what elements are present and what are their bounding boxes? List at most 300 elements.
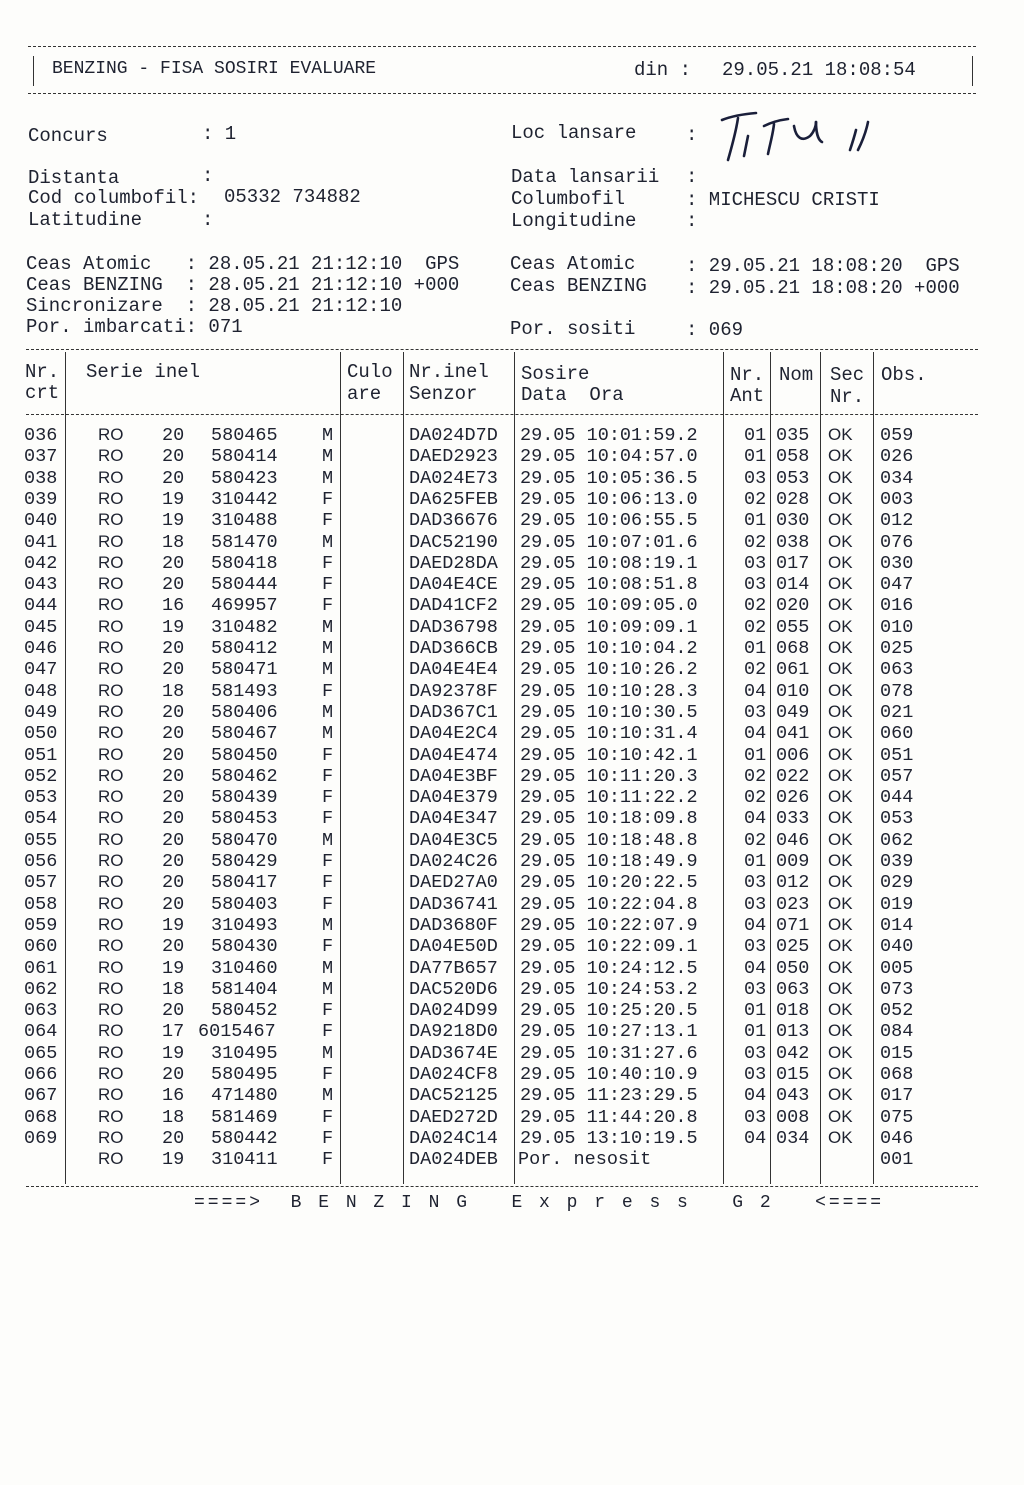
cell-country: RO xyxy=(98,467,124,487)
cell-nr-ant: 03 xyxy=(744,552,767,574)
cell-sex: F xyxy=(322,787,334,809)
cell-year: 18 xyxy=(162,978,185,1000)
cell-sosire: 29.05 10:24:12.5 xyxy=(520,957,698,979)
cell-obs: 039 xyxy=(880,851,914,872)
cell-nr-ant: 03 xyxy=(744,936,767,958)
cell-sex: M xyxy=(322,701,334,723)
cell-sec: OK xyxy=(828,893,853,913)
cell-sec: OK xyxy=(828,914,853,934)
cell-obs: 059 xyxy=(880,425,914,446)
cell-sex: F xyxy=(322,1000,334,1022)
cell-senzor: DA024DEB xyxy=(409,1149,498,1171)
table-row xyxy=(0,808,1000,829)
cell-ring-number: 310442 xyxy=(211,488,278,510)
loc-lansare-colon: : xyxy=(686,124,698,146)
table-row xyxy=(0,1064,1000,1085)
cell-sosire: 29.05 10:07:01.6 xyxy=(520,531,698,553)
th-nr-ant-2: Ant xyxy=(730,385,765,407)
cell-obs: 073 xyxy=(880,978,914,1000)
cell-sosire: 29.05 10:10:42.1 xyxy=(520,744,698,766)
th-nr-crt-2: crt xyxy=(25,382,60,404)
table-row xyxy=(0,1043,1000,1064)
cell-nr-ant: 04 xyxy=(744,914,767,936)
cell-sec: OK xyxy=(828,531,853,551)
cell-sec: OK xyxy=(828,446,853,466)
cell-country: RO xyxy=(98,638,124,657)
cell-sex: F xyxy=(322,808,334,830)
cell-nr-ant: 04 xyxy=(744,808,767,830)
cell-sosire: 29.05 10:10:28.3 xyxy=(520,680,698,702)
cell-obs: 012 xyxy=(880,510,914,532)
cell-sex: F xyxy=(322,744,334,766)
cell-ring-number: 580418 xyxy=(211,552,278,574)
cell-year: 19 xyxy=(162,488,185,510)
table-row xyxy=(0,936,1000,957)
cell-year: 20 xyxy=(162,1064,185,1085)
cell-senzor: DA04E347 xyxy=(409,808,498,830)
table-row xyxy=(0,1021,1000,1042)
cell-obs: 016 xyxy=(880,595,914,617)
cell-ring-number: 580465 xyxy=(211,425,278,446)
cell-ring-number: 310460 xyxy=(211,957,278,979)
cell-sec: OK xyxy=(828,829,853,849)
cell-sex: M xyxy=(322,425,334,446)
cell-nr-crt: 042 xyxy=(24,552,58,574)
table-row xyxy=(0,638,1000,659)
right-ceas-benzing-value: : 29.05.21 18:08:20 +000 xyxy=(686,277,960,299)
cell-nr-crt: 053 xyxy=(24,787,58,809)
cell-ring-number: 310411 xyxy=(211,1149,278,1171)
cell-nr-crt: 058 xyxy=(24,893,58,915)
cell-sex: F xyxy=(322,510,334,532)
cell-sex: F xyxy=(322,872,334,894)
cell-nom: 068 xyxy=(776,638,810,659)
cell-senzor: DAC52125 xyxy=(409,1085,498,1107)
cell-nr-crt: 054 xyxy=(24,808,58,830)
cell-sosire: 29.05 11:44:20.8 xyxy=(520,1106,698,1128)
th-nr-crt-1: Nr. xyxy=(25,361,60,383)
cell-nr-ant: 03 xyxy=(744,1042,767,1064)
cell-nr-ant: 01 xyxy=(744,638,767,659)
cell-senzor: DAC52190 xyxy=(409,531,498,553)
cell-country: RO xyxy=(98,574,124,594)
cell-ring-number: 580471 xyxy=(211,659,278,681)
cell-ring-number: 580423 xyxy=(211,467,278,489)
cell-nr-ant: 03 xyxy=(744,467,767,489)
cell-sosire: 29.05 10:11:20.3 xyxy=(520,765,698,787)
cell-senzor: DA024C14 xyxy=(409,1127,498,1149)
header-bottom-border xyxy=(28,93,976,94)
cell-obs: 075 xyxy=(880,1106,914,1128)
cell-sex: M xyxy=(322,914,334,936)
cell-sex: F xyxy=(322,1149,334,1171)
cell-ring-number: 580442 xyxy=(211,1127,278,1149)
longitudine-value: : xyxy=(686,210,698,232)
cell-sosire: 29.05 10:24:53.2 xyxy=(520,978,698,1000)
cell-year: 20 xyxy=(162,574,185,596)
cell-year: 20 xyxy=(162,467,185,489)
cell-year: 20 xyxy=(162,744,185,766)
distanta-label: Distanta xyxy=(28,167,120,189)
cell-year: 18 xyxy=(162,680,185,702)
cell-ring-number: 580470 xyxy=(211,829,278,851)
cell-year: 18 xyxy=(162,531,185,553)
cell-nr-ant: 02 xyxy=(744,765,767,787)
cell-sex: M xyxy=(322,659,334,681)
cell-senzor: DA04E50D xyxy=(409,936,498,958)
table-row xyxy=(0,787,1000,808)
th-nom: Nom xyxy=(779,364,814,386)
cell-nr-ant: 02 xyxy=(744,616,767,638)
cell-sec: OK xyxy=(828,552,853,572)
cell-country: RO xyxy=(98,1085,124,1105)
cell-nr-ant: 03 xyxy=(744,893,767,915)
cell-year: 19 xyxy=(162,1149,185,1171)
cell-country: RO xyxy=(98,488,124,508)
cell-ring-number: 471480 xyxy=(211,1085,278,1107)
latitudine-value: : xyxy=(202,209,214,231)
cell-nr-ant: 02 xyxy=(744,787,767,809)
table-row xyxy=(0,915,1000,936)
cell-nom: 023 xyxy=(776,893,810,915)
cell-senzor: DA04E3BF xyxy=(409,765,498,787)
cell-nr-crt: 063 xyxy=(24,1000,58,1022)
cell-country: RO xyxy=(98,1106,124,1126)
cell-sosire: 29.05 10:27:13.1 xyxy=(520,1021,698,1043)
cell-year: 19 xyxy=(162,957,185,979)
cell-nr-ant: 02 xyxy=(744,659,767,681)
th-nr-inel-2: Senzor xyxy=(409,383,478,405)
cell-obs: 003 xyxy=(880,488,914,510)
cell-nr-ant: 03 xyxy=(744,978,767,1000)
cell-sec: OK xyxy=(828,1021,853,1041)
cell-sec: OK xyxy=(828,488,853,508)
cell-sec: OK xyxy=(828,723,853,743)
cell-country: RO xyxy=(98,957,124,977)
cell-ring-number: 310493 xyxy=(211,914,278,936)
cell-nr-crt: 047 xyxy=(24,659,58,681)
cell-ring-number: 580444 xyxy=(211,574,278,596)
cell-year: 20 xyxy=(162,829,185,851)
cell-nr-ant: 04 xyxy=(744,957,767,979)
cell-nom: 018 xyxy=(776,1000,810,1022)
cell-sex: M xyxy=(322,829,334,851)
cell-sosire: 29.05 10:08:19.1 xyxy=(520,552,698,574)
cell-sosire: 29.05 10:18:48.8 xyxy=(520,829,698,851)
right-ceas-benzing-label: Ceas BENZING xyxy=(510,275,647,297)
cell-obs: 052 xyxy=(880,1000,914,1022)
table-row xyxy=(0,617,1000,638)
cell-country: RO xyxy=(98,851,124,870)
cell-nr-ant: 01 xyxy=(744,1021,767,1043)
cell-country: RO xyxy=(98,701,124,721)
table-row xyxy=(0,830,1000,851)
table-row xyxy=(0,851,1000,872)
cell-nr-ant: 02 xyxy=(744,488,767,510)
cell-nr-crt: 045 xyxy=(24,616,58,638)
cell-obs: 051 xyxy=(880,744,914,766)
cell-senzor: DA04E4CE xyxy=(409,574,498,596)
cell-nr-ant: 04 xyxy=(744,680,767,702)
cell-sex: M xyxy=(322,616,334,638)
cell-sec: OK xyxy=(828,510,853,530)
cell-senzor: DAD36798 xyxy=(409,616,498,638)
cell-sex: F xyxy=(322,574,334,596)
cell-country: RO xyxy=(98,1064,124,1083)
cell-sex: F xyxy=(322,1064,334,1085)
cell-sec: OK xyxy=(828,1085,853,1105)
table-row xyxy=(0,446,1000,467)
cell-obs: 034 xyxy=(880,467,914,489)
cell-obs: 040 xyxy=(880,936,914,958)
table-row xyxy=(0,702,1000,723)
cell-ring-number: 580406 xyxy=(211,701,278,723)
loc-lansare-label: Loc lansare xyxy=(511,122,637,144)
cell-sec: OK xyxy=(828,701,853,721)
cell-obs: 026 xyxy=(880,446,914,468)
cell-country: RO xyxy=(98,1042,124,1062)
cell-senzor: DA77B657 xyxy=(409,957,498,979)
cell-sec: OK xyxy=(828,957,853,977)
cell-nom: 058 xyxy=(776,446,810,468)
cell-sec: OK xyxy=(828,936,853,956)
cell-ring-number: 581469 xyxy=(211,1106,278,1128)
table-row xyxy=(0,553,1000,574)
cell-nr-ant: 01 xyxy=(744,446,767,468)
cell-nr-crt: 061 xyxy=(24,957,58,979)
cell-year: 20 xyxy=(162,659,185,681)
cell-country: RO xyxy=(98,552,124,572)
columbofil-value: : MICHESCU CRISTI xyxy=(686,189,880,211)
th-sosire-1: Sosire xyxy=(521,363,590,385)
cell-country: RO xyxy=(98,1127,124,1147)
cell-nr-ant: 02 xyxy=(744,531,767,553)
cell-sex: F xyxy=(322,1106,334,1128)
cell-sosire: 29.05 10:10:31.4 xyxy=(520,723,698,745)
cell-nom: 038 xyxy=(776,531,810,553)
cell-sosire: 29.05 10:22:04.8 xyxy=(520,893,698,915)
cell-sosire: 29.05 10:08:51.8 xyxy=(520,574,698,596)
footer-banner: ====> B E N Z I N G E x p r e s s G 2 <==== xyxy=(194,1193,885,1213)
cell-country: RO xyxy=(98,1000,124,1020)
cell-sex: F xyxy=(322,936,334,958)
cell-year: 20 xyxy=(162,425,185,446)
cell-year: 20 xyxy=(162,446,185,468)
cell-year: 20 xyxy=(162,893,185,915)
cell-nom: 020 xyxy=(776,595,810,617)
th-nr-inel-1: Nr.inel xyxy=(409,361,489,383)
cell-senzor: DA04E4E4 xyxy=(409,659,498,681)
cell-sex: F xyxy=(322,765,334,787)
cell-sex: M xyxy=(322,957,334,979)
table-row xyxy=(0,1149,1000,1170)
table-row xyxy=(0,894,1000,915)
cell-obs: 057 xyxy=(880,765,914,787)
cell-nr-crt: 051 xyxy=(24,744,58,766)
left-ceas-atomic: Ceas Atomic : 28.05.21 21:12:10 GPS xyxy=(26,253,460,275)
cell-nom: 042 xyxy=(776,1042,810,1064)
cell-sec: OK xyxy=(828,787,853,807)
cell-ring-number: 580429 xyxy=(211,851,278,872)
cell-obs: 005 xyxy=(880,957,914,979)
cell-nr-ant: 01 xyxy=(744,510,767,532)
cell-sosire: 29.05 10:18:09.8 xyxy=(520,808,698,830)
cell-sex: M xyxy=(322,1085,334,1107)
cell-senzor: DA04E2C4 xyxy=(409,723,498,745)
table-header-rule xyxy=(26,414,978,415)
cell-senzor: DA024D7D xyxy=(409,425,498,446)
cell-nr-ant: 01 xyxy=(744,744,767,766)
por-sositi-label: Por. sositi xyxy=(510,318,636,340)
cell-nr-crt: 055 xyxy=(24,829,58,851)
cod-columbofil-label: Cod columbofil: xyxy=(28,187,200,209)
table-row xyxy=(0,595,1000,616)
cell-nr-ant: 01 xyxy=(744,425,767,446)
cell-country: RO xyxy=(98,680,124,700)
cell-nom: 046 xyxy=(776,829,810,851)
cell-nom: 033 xyxy=(776,808,810,830)
cell-nr-crt: 050 xyxy=(24,723,58,745)
cell-sosire: 29.05 10:10:04.2 xyxy=(520,638,698,659)
cell-nr-ant: 01 xyxy=(744,1000,767,1022)
right-ceas-atomic-value: : 29.05.21 18:08:20 GPS xyxy=(686,255,960,277)
cell-nom: 010 xyxy=(776,680,810,702)
cell-sec: OK xyxy=(828,467,853,487)
cell-nr-ant: 02 xyxy=(744,595,767,617)
table-row xyxy=(0,574,1000,595)
cell-senzor: DA04E3C5 xyxy=(409,829,498,851)
cell-nr-crt: 062 xyxy=(24,978,58,1000)
th-nr-ant-1: Nr. xyxy=(730,364,765,386)
cell-sex: M xyxy=(322,1042,334,1064)
cell-sec: OK xyxy=(828,638,853,657)
header-top-border xyxy=(28,46,976,47)
cell-nom: 050 xyxy=(776,957,810,979)
cell-sosire: 29.05 10:09:09.1 xyxy=(520,616,698,638)
cell-nom: 009 xyxy=(776,851,810,872)
cell-country: RO xyxy=(98,829,124,849)
cell-sec: OK xyxy=(828,616,853,636)
cell-nom: 055 xyxy=(776,616,810,638)
cell-sec: OK xyxy=(828,680,853,700)
longitudine-label: Longitudine xyxy=(511,210,637,232)
cell-senzor: DAED27A0 xyxy=(409,872,498,894)
right-ceas-atomic-label: Ceas Atomic xyxy=(510,253,636,275)
cell-sex: F xyxy=(322,1021,334,1043)
cell-senzor: DA9218D0 xyxy=(409,1021,498,1043)
cell-country: RO xyxy=(98,616,124,636)
cell-year: 19 xyxy=(162,616,185,638)
cell-ring-number: 310495 xyxy=(211,1042,278,1064)
cell-ring-number: 580430 xyxy=(211,936,278,958)
cell-obs: 062 xyxy=(880,829,914,851)
cell-sex: M xyxy=(322,723,334,745)
cell-ring-number: 580467 xyxy=(211,723,278,745)
th-culoare-1: Culo xyxy=(347,361,393,383)
cell-country: RO xyxy=(98,595,124,615)
cell-nr-crt: 039 xyxy=(24,488,58,510)
cell-nom: 030 xyxy=(776,510,810,532)
cell-nr-ant: 04 xyxy=(744,1127,767,1149)
cell-year: 20 xyxy=(162,552,185,574)
cell-senzor: DAD36676 xyxy=(409,510,498,532)
cell-nr-crt: 041 xyxy=(24,531,58,553)
cell-country: RO xyxy=(98,872,124,892)
table-top-rule xyxy=(26,349,978,350)
header-right-border xyxy=(972,56,973,86)
columbofil-label: Columbofil xyxy=(511,188,626,210)
cell-nr-crt: 046 xyxy=(24,638,58,659)
cell-sosire: 29.05 10:40:10.9 xyxy=(520,1064,698,1085)
loc-lansare-handwriting xyxy=(718,108,888,168)
din-value: 29.05.21 18:08:54 xyxy=(722,59,916,81)
cell-senzor: DAED272D xyxy=(409,1106,498,1128)
cell-nr-ant: 01 xyxy=(744,851,767,872)
cell-obs: 063 xyxy=(880,659,914,681)
data-lansarii-value: : xyxy=(686,166,698,188)
table-row xyxy=(0,1107,1000,1128)
cell-nr-crt: 049 xyxy=(24,701,58,723)
cell-sosire: 29.05 10:11:22.2 xyxy=(520,787,698,809)
cell-year: 20 xyxy=(162,787,185,809)
cell-nom: 017 xyxy=(776,552,810,574)
cell-sosire: 29.05 13:10:19.5 xyxy=(520,1127,698,1149)
cell-year: 17 xyxy=(162,1021,185,1043)
report-title: BENZING - FISA SOSIRI EVALUARE xyxy=(52,59,377,79)
cell-year: 19 xyxy=(162,510,185,532)
table-row xyxy=(0,745,1000,766)
cell-senzor: DAD41CF2 xyxy=(409,595,498,617)
cell-ring-number: 580453 xyxy=(211,808,278,830)
cell-nr-ant: 02 xyxy=(744,829,767,851)
cell-obs: 084 xyxy=(880,1021,914,1043)
cell-year: 20 xyxy=(162,701,185,723)
cell-sosire: 29.05 11:23:29.5 xyxy=(520,1085,698,1107)
cell-year: 16 xyxy=(162,1085,185,1107)
cell-year: 19 xyxy=(162,914,185,936)
cell-year: 16 xyxy=(162,595,185,617)
cell-sex: F xyxy=(322,1127,334,1149)
cell-nr-ant: 03 xyxy=(744,872,767,894)
cell-nr-ant: 03 xyxy=(744,1106,767,1128)
th-sosire-2: Data Ora xyxy=(521,384,624,406)
cell-sosire: 29.05 10:10:30.5 xyxy=(520,701,698,723)
header-left-border xyxy=(33,56,34,86)
cell-year: 20 xyxy=(162,1127,185,1149)
cell-senzor: DAD367C1 xyxy=(409,701,498,723)
cell-country: RO xyxy=(98,1021,124,1041)
cell-sec: OK xyxy=(828,978,853,998)
cell-country: RO xyxy=(98,808,124,828)
th-culoare-2: are xyxy=(347,383,382,405)
por-imbarcati: Por. imbarcati: 071 xyxy=(26,316,243,338)
cell-obs: 060 xyxy=(880,723,914,745)
cell-nom: 025 xyxy=(776,936,810,958)
cell-nom: 061 xyxy=(776,659,810,681)
cell-obs: 030 xyxy=(880,552,914,574)
cell-senzor: DAED28DA xyxy=(409,552,498,574)
cell-senzor: DA024D99 xyxy=(409,1000,498,1022)
cell-nr-crt: 037 xyxy=(24,446,58,468)
cell-nom: 014 xyxy=(776,574,810,596)
cell-nr-crt: 044 xyxy=(24,595,58,617)
cell-ring-number: 469957 xyxy=(211,595,278,617)
cell-obs: 025 xyxy=(880,638,914,659)
cell-nom: 063 xyxy=(776,978,810,1000)
cell-ring-number: 580414 xyxy=(211,446,278,468)
cell-senzor: DA024E73 xyxy=(409,467,498,489)
cell-obs: 046 xyxy=(880,1127,914,1149)
